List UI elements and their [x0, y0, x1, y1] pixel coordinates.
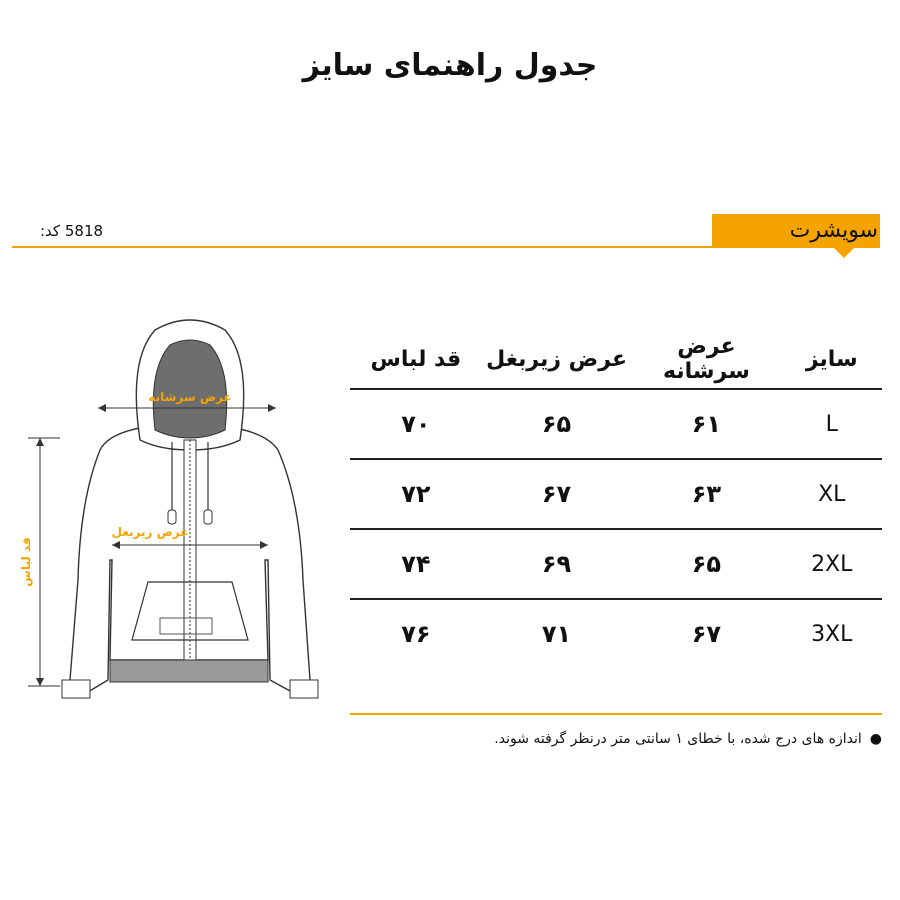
cell-size: 3XL: [811, 621, 853, 647]
cell-shoulder: ۶۵: [631, 529, 781, 599]
armpit-width-label: عرض زیربغل: [111, 525, 189, 539]
header-shoulder-width: عرض سرشانه: [631, 330, 781, 389]
cell-size: L: [781, 389, 882, 459]
cell-shoulder: ۶۷: [691, 620, 722, 648]
cell-length: ۷۲: [350, 459, 482, 529]
footer-note-text: اندازه های درج شده، با خطای ۱ سانتی متر درنظر گرفته شوند.: [494, 731, 862, 747]
header-length: قد لباس: [350, 330, 482, 389]
cell-size: XL: [781, 459, 882, 529]
garment-length-label: قد لباس: [19, 537, 33, 587]
product-code-label: کد:: [40, 222, 61, 240]
page-title: جدول راهنمای سایز: [302, 48, 598, 83]
shoulder-width-label: عرض سرشانه: [148, 390, 232, 404]
cell-length: ۷۴: [350, 529, 482, 599]
size-table: [350, 330, 882, 668]
table-row: [350, 389, 882, 459]
cell-length: ۷۰: [350, 389, 482, 459]
cell-shoulder: ۶۳: [631, 459, 781, 529]
table-row: [350, 459, 882, 529]
category-tag-label: سویشرت: [789, 218, 878, 243]
cell-armpit: ۶۵: [482, 389, 632, 459]
product-code-value: 5818: [64, 222, 104, 240]
cell-armpit: ۷۱: [541, 620, 572, 648]
cell-length: ۷۶: [401, 620, 431, 648]
table-bottom-divider: [350, 713, 882, 715]
header-size: سایز: [781, 330, 882, 389]
product-code: [40, 222, 103, 240]
cell-armpit: ۶۹: [482, 529, 632, 599]
cell-shoulder: ۶۱: [631, 389, 781, 459]
category-tag-notch: [834, 248, 854, 258]
header-armpit-width: عرض زیربغل: [482, 330, 632, 389]
table-row: [350, 599, 882, 668]
hoodie-diagram: [0, 300, 340, 720]
footer-note: [494, 731, 882, 747]
cell-size: 2XL: [781, 529, 882, 599]
cell-armpit: ۶۷: [482, 459, 632, 529]
table-row: [350, 529, 882, 599]
bullet-icon: ●: [869, 731, 882, 747]
table-header-row: [350, 330, 882, 389]
